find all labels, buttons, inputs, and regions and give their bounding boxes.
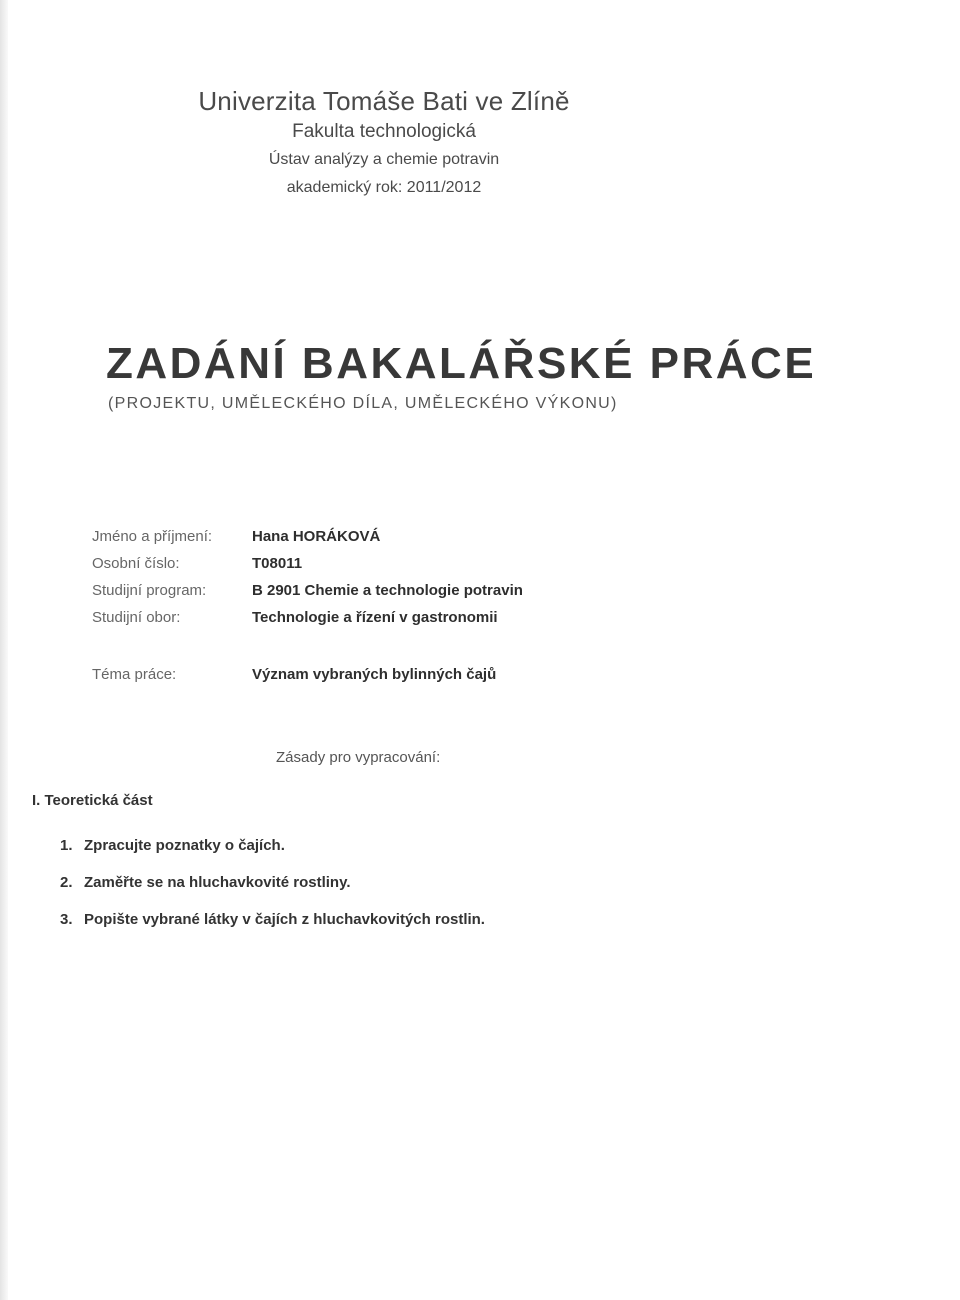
document-title: ZADÁNÍ BAKALÁŘSKÉ PRÁCE [106, 339, 817, 388]
info-label-topic: Téma práce: [92, 666, 177, 683]
university-name: Univerzita Tomáše Bati ve Zlíně [198, 86, 570, 116]
info-value-field-of-study: Technologie a řízení v gastronomii [252, 609, 498, 626]
principles-heading: Zásady pro vypracování: [276, 749, 441, 766]
institute-name: Ústav analýzy a chemie potravin [268, 151, 500, 168]
info-value-topic: Význam vybraných bylinných čajů [252, 666, 497, 683]
info-label-study-program: Studijní program: [92, 582, 207, 599]
document-header [8, 84, 760, 200]
faculty-name: Fakulta technologická [292, 121, 476, 142]
task-item [60, 908, 485, 932]
info-label-personal-number: Osobní číslo: [92, 555, 180, 572]
task-text: Popište vybrané látky v čajích z hluchavkovitých rostlin. [84, 911, 485, 928]
document-page [8, 0, 960, 1300]
info-label-field-of-study: Studijní obor: [92, 609, 181, 626]
document-subtitle: (PROJEKTU, UMĚLECKÉHO DÍLA, UMĚLECKÉHO VÝKONU) [108, 395, 618, 412]
task-item [60, 871, 350, 895]
info-label-name: Jméno a příjmení: [92, 528, 213, 545]
info-value-name: Hana HORÁKOVÁ [252, 528, 381, 545]
task-text: Zaměřte se na hluchavkovité rostliny. [84, 874, 351, 891]
task-number: 1. [60, 837, 73, 854]
info-value-personal-number: T08011 [252, 555, 303, 572]
academic-year: akademický rok: 2011/2012 [286, 179, 482, 196]
task-item [60, 834, 285, 858]
task-number: 3. [60, 911, 73, 928]
task-text: Zpracujte poznatky o čajích. [84, 837, 285, 854]
info-value-study-program: B 2901 Chemie a technologie potravin [252, 582, 523, 599]
section-heading: I. Teoretická část [32, 792, 153, 809]
task-number: 2. [60, 874, 73, 891]
